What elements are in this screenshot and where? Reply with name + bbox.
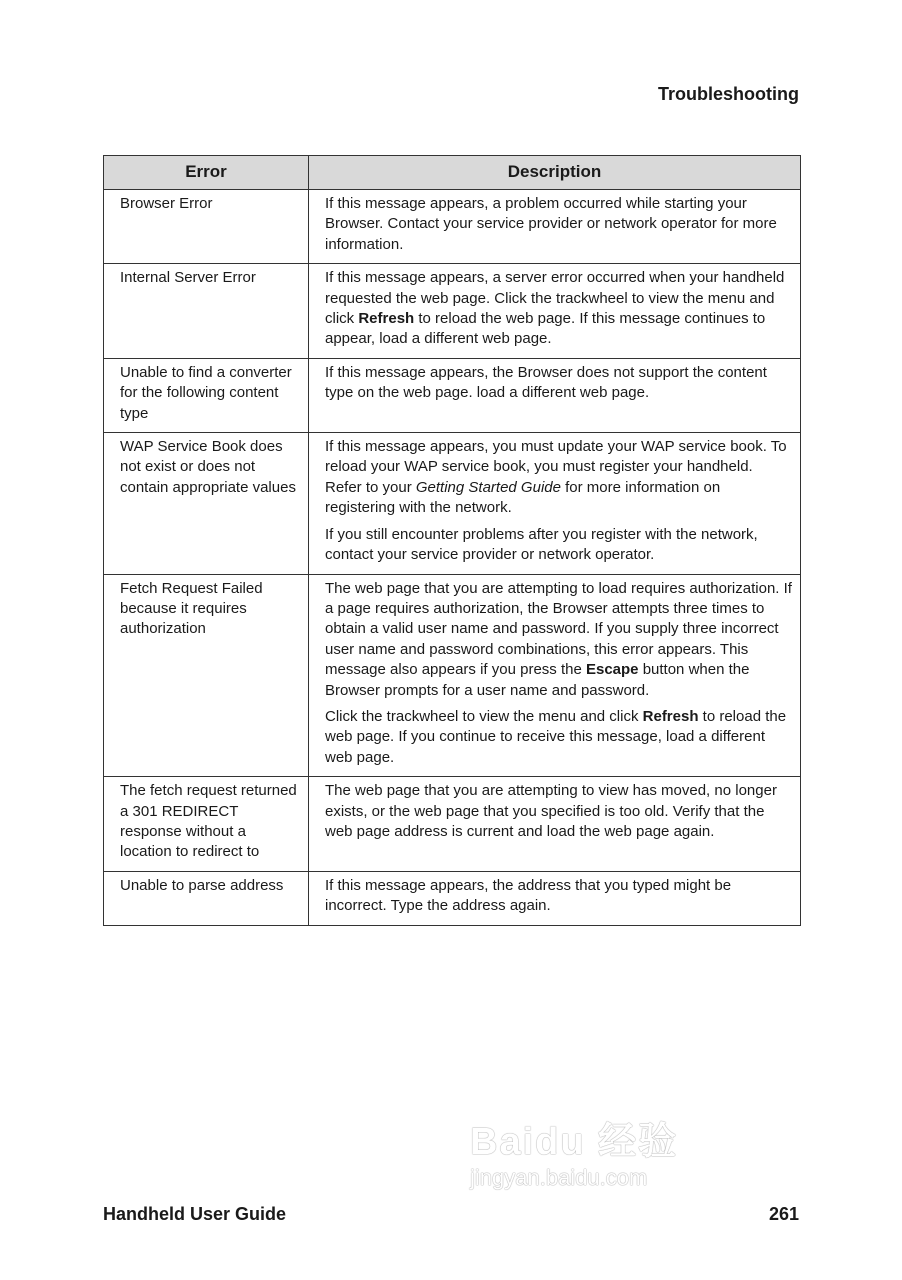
description-cell xyxy=(309,433,801,574)
error-cell: Fetch Request Failed because it requires authorization xyxy=(104,574,309,777)
text-segment: to reload the web page. If you continue to receive this message, load a different web page. xyxy=(325,707,787,766)
text-segment: If this message appears, a problem occurred while starting your Browser. Contact your service provider or network operator for more information. xyxy=(325,195,777,253)
description-paragraph xyxy=(325,194,792,255)
table-row xyxy=(104,433,801,574)
description-paragraph xyxy=(325,437,792,519)
text-segment: If this message appears, you must update your WAP service book. To reload your WAP service book, you must register your handheld. Refer to your xyxy=(325,438,787,496)
bold-term: Refresh xyxy=(642,707,699,725)
bold-term: Refresh xyxy=(358,310,415,328)
table-row xyxy=(104,777,801,872)
error-cell: Unable to find a converter for the following content type xyxy=(104,358,309,432)
table-row xyxy=(104,264,801,359)
text-segment: button when the Browser prompts for a user name and password. xyxy=(325,661,750,699)
text-segment: If this message appears, a server error occurred when your handheld requested the web page. Click the trackwheel to view the menu and click xyxy=(325,269,785,328)
error-cell: The fetch request returned a 301 REDIRECT response without a location to redirect to xyxy=(104,777,309,872)
table-row xyxy=(104,190,801,264)
table-row xyxy=(104,574,801,777)
description-cell xyxy=(309,264,801,359)
text-segment: Click the trackwheel to view the menu and click xyxy=(325,707,643,725)
error-cell: Browser Error xyxy=(104,190,309,264)
italic-title: Getting Started Guide xyxy=(415,478,561,496)
error-cell: WAP Service Book does not exist or does not contain appropriate values xyxy=(104,433,309,574)
text-segment: If this message appears, the address that you typed might be incorrect. Type the address again. xyxy=(325,876,732,915)
description-cell xyxy=(309,190,801,264)
column-header-error: Error xyxy=(104,156,309,190)
error-table xyxy=(103,155,801,926)
page-number: 261 xyxy=(768,1204,799,1224)
description-paragraph xyxy=(325,363,792,404)
description-paragraph xyxy=(325,268,792,350)
error-cell: Internal Server Error xyxy=(104,264,309,359)
watermark xyxy=(470,1120,678,1192)
section-title: Troubleshooting xyxy=(658,84,799,104)
description-paragraph xyxy=(325,579,792,701)
text-segment: for more information on registering with the network. xyxy=(325,478,721,517)
description-cell xyxy=(309,777,801,872)
description-cell xyxy=(309,574,801,777)
footer-guide-title: Handheld User Guide xyxy=(103,1204,287,1224)
text-segment: If this message appears, the Browser does not support the content type on the web page. load a different web page. xyxy=(325,363,767,402)
bold-term: Escape xyxy=(585,661,639,679)
text-segment: If you still encounter problems after you register with the network, contact your service provider or network operator. xyxy=(325,525,758,564)
description-cell xyxy=(309,871,801,925)
table-body xyxy=(104,190,801,926)
column-header-description: Description xyxy=(309,156,801,190)
table-row xyxy=(104,358,801,432)
table-row xyxy=(104,871,801,925)
watermark-logo: Baidu 经验 xyxy=(470,1121,679,1163)
description-paragraph xyxy=(325,525,792,566)
watermark-url: jingyan.baidu.com xyxy=(470,1165,648,1190)
description-paragraph xyxy=(325,707,792,768)
description-cell xyxy=(309,358,801,432)
description-paragraph xyxy=(325,781,792,842)
text-segment: The web page that you are attempting to view has moved, no longer exists, or the web page that you specified is too old. Verify that the web page address is current and load the web page again. xyxy=(325,782,777,840)
text-segment: to reload the web page. If this message continues to appear, load a different web page. xyxy=(325,310,766,348)
table-header-row xyxy=(104,156,801,190)
text-segment: The web page that you are attempting to load requires authorization. If a page requires authorization, the Browser attempts three times to obtain a valid user name and password. If you supply three incorrect user name and password combinations, this error appears. This message also appears if you press the xyxy=(325,579,792,679)
error-cell: Unable to parse address xyxy=(104,871,309,925)
description-paragraph xyxy=(325,876,792,917)
